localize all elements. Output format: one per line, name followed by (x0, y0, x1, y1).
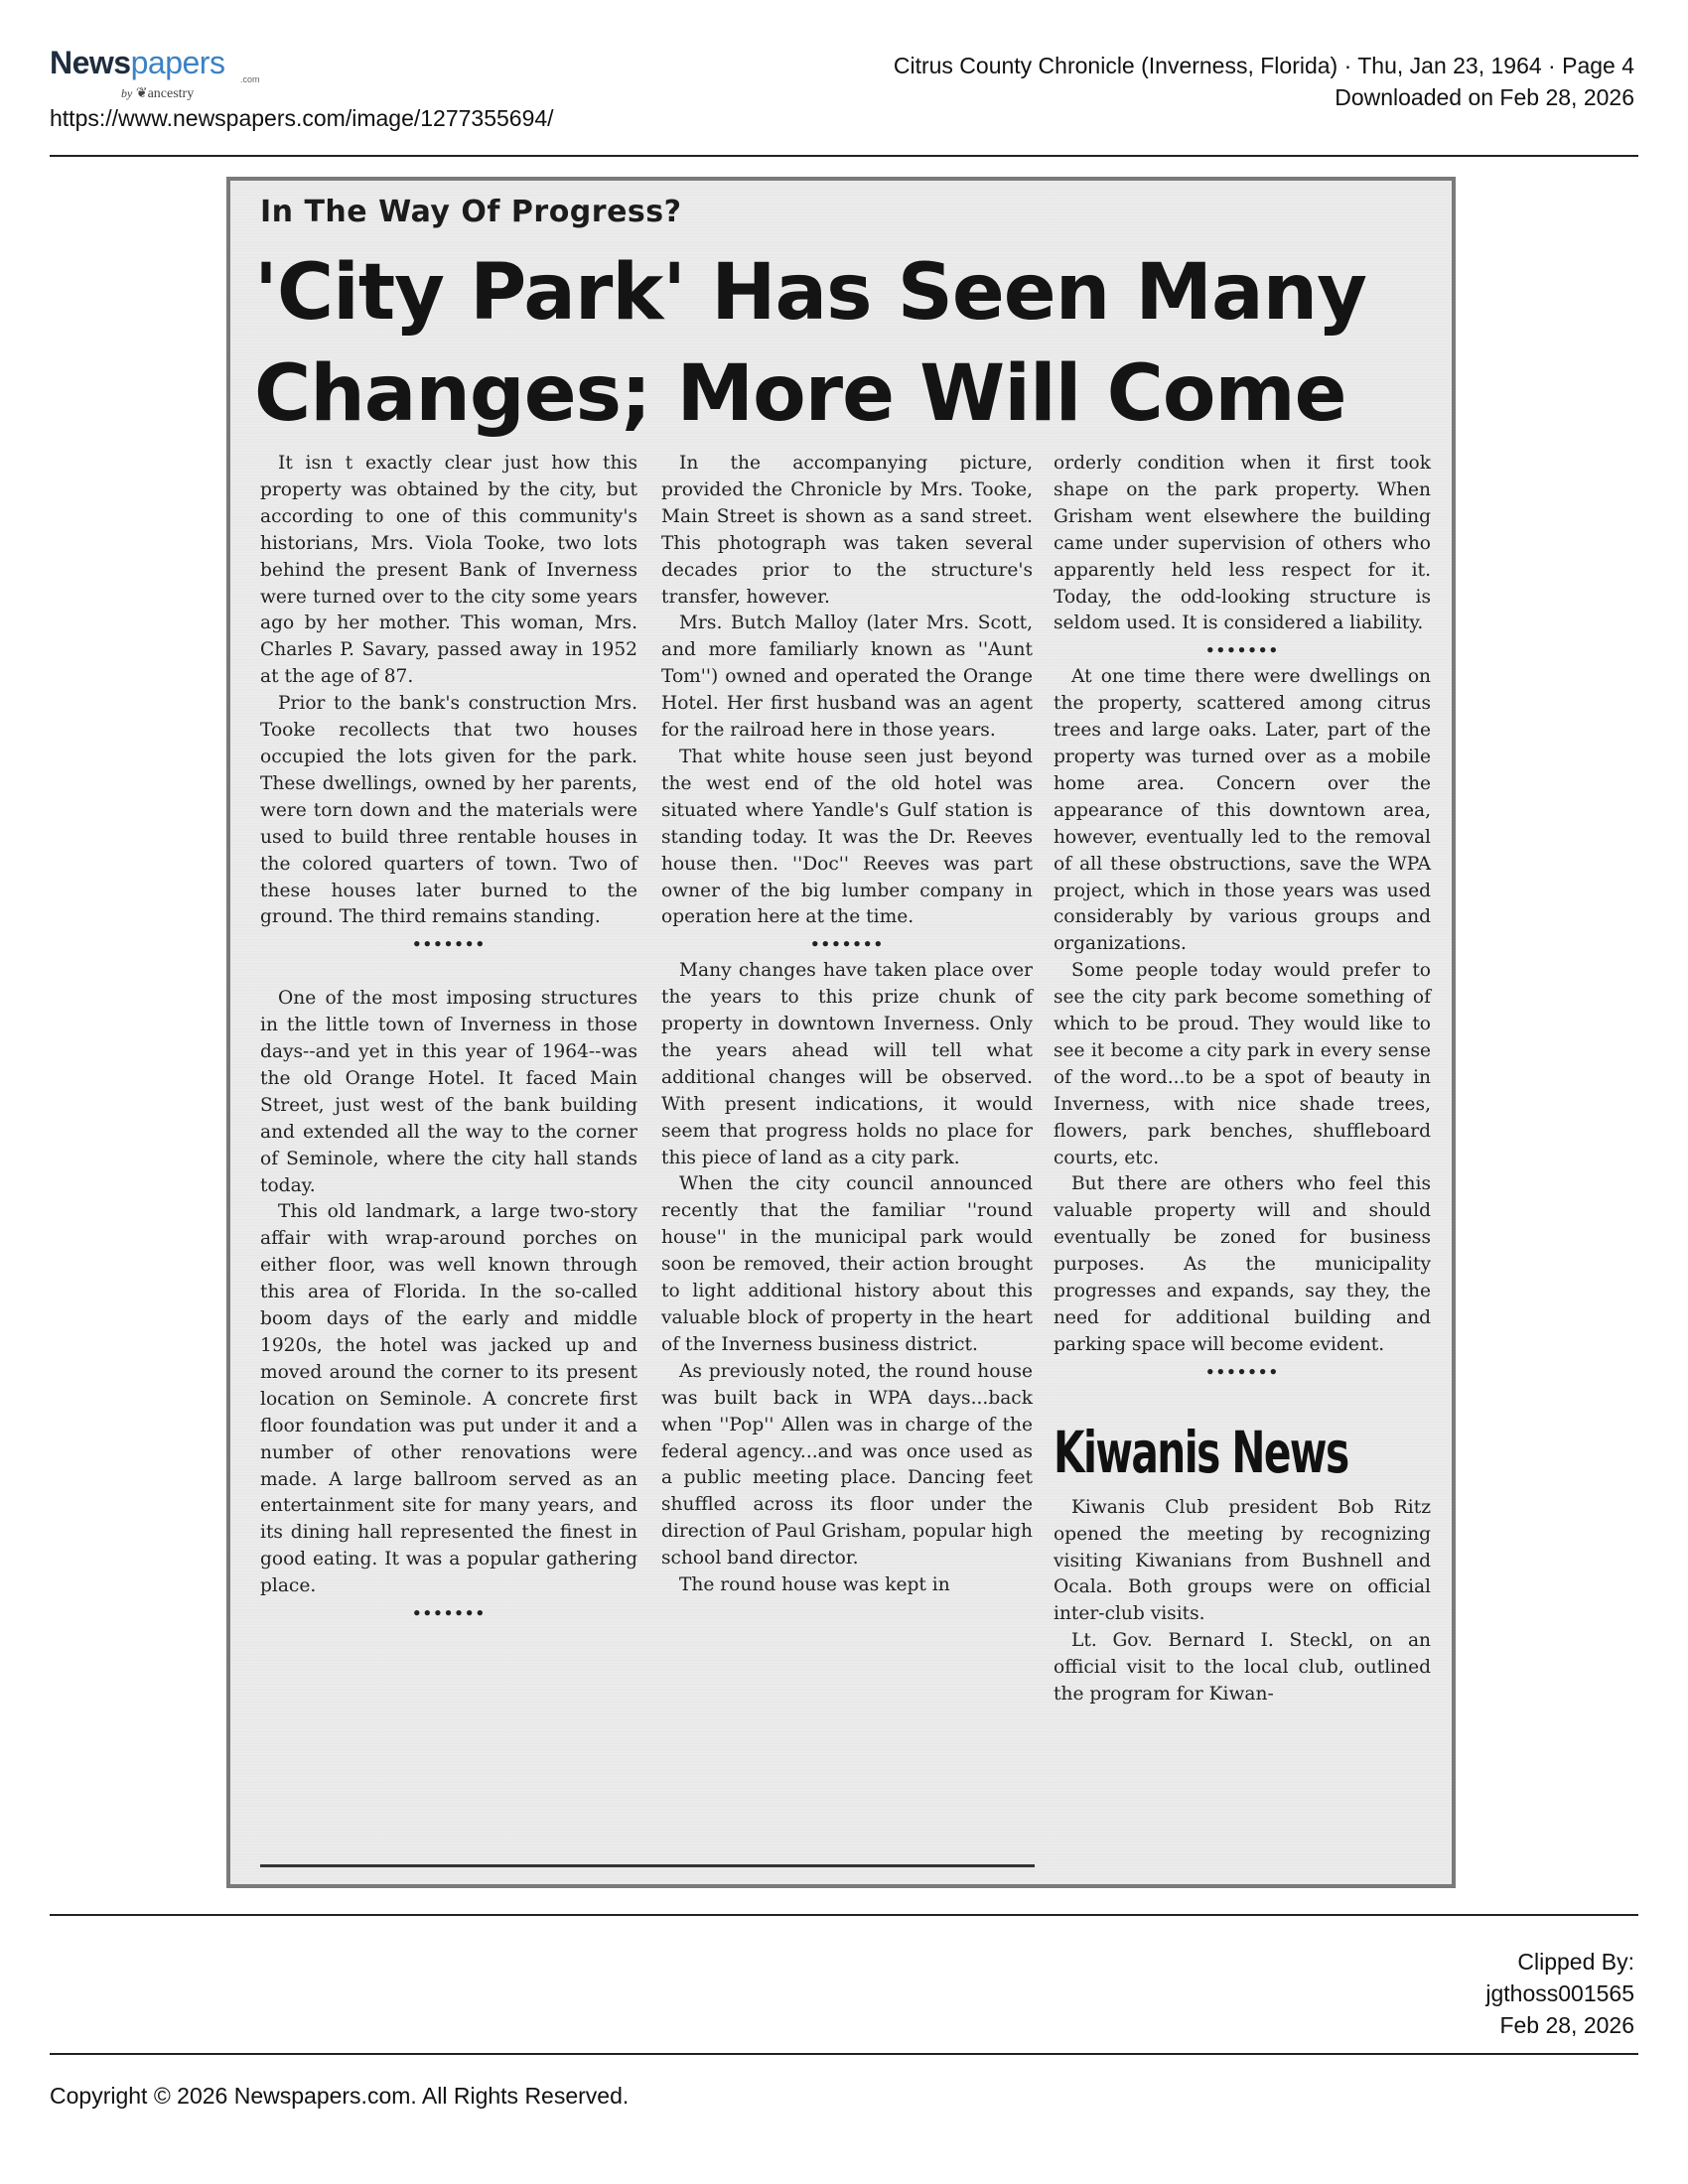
clipped-by-label: Clipped By: (1517, 1949, 1634, 1975)
clipped-date: Feb 28, 2026 (1499, 2012, 1634, 2038)
source-citation: Citrus County Chronicle (Inverness, Florida) · Thu, Jan 23, 1964 · Page 4 (893, 53, 1634, 78)
paragraph: When the city council announced recently that the familiar ''round house'' in the municipal park would soon be removed, their action brought to light additional history about this valuable block of property in the heart of the Inverness business district. (661, 1173, 1033, 1355)
article-column-3 (1054, 451, 1431, 1708)
paragraph: That white house seen just beyond the west end of the old hotel was situated where Yandle's Gulf station is standing today. It was the Dr. Reeves house then. ''Doc'' Reeves was part owner of the big lumber company in operation here at the time. (661, 746, 1033, 928)
paragraph: Some people today would prefer to see the city park become something of which to be proud. They would like to see it become a city park in every sense of the word...to be a spot of beauty in Inverness, with nice shade trees, flowers, park benches, shuffleboard courts, etc. (1054, 960, 1431, 1168)
logo-accent-text: papers (130, 45, 225, 80)
article-kicker: In The Way Of Progress? (260, 195, 682, 229)
paragraph: It isn t exactly clear just how this property was obtained by the city, but according to one of this community's historians, Mrs. Viola Tooke, two lots behind the present Bank of Inverness were turned over to the city some years ago by her mother. This woman, Mrs. Charles P. Savary, passed away in 1952 at the age of 87. (260, 453, 637, 688)
paragraph: This old landmark, a large two-story affair with wrap-around porches on either floor, was well known through this area of Florida. In the so-called boom days of the early and middle 1920s, the hotel was jacked up and moved around the corner to its present location on Seminole. A concrete first floor foundation was put under it and a number of other renovations were made. A large ballroom served as an entertainment site for many years, and its dining hall represented the finest in good eating. It was a popular gathering place. (260, 1201, 637, 1597)
section-separator: ••••••• (411, 1604, 487, 1623)
copyright-notice: Copyright © 2026 Newspapers.com. All Rights Reserved. (50, 2083, 630, 2109)
logo-com-text: .com (240, 74, 260, 84)
footer-divider-bottom (50, 2053, 1638, 2055)
logo-ancestry-text: ancestry (147, 86, 195, 101)
clipped-by-user[interactable]: jgthoss001565 (1485, 1980, 1634, 2006)
section-separator: ••••••• (411, 935, 487, 954)
column-rule (260, 1864, 1035, 1867)
kiwanis-news-heading: Kiwanis News (1054, 1418, 1348, 1486)
paragraph: In the accompanying picture, provided the Chronicle by Mrs. Tooke, Main Street is shown as a sand street. This photograph was taken several decades prior to the structure's transfer, however. (661, 453, 1033, 608)
paragraph: But there are others who feel this valuable property will and should eventually be zoned for business purposes. As the municipality progresses and expands, say they, the need for additional building and parking space will become evident. (1054, 1173, 1431, 1355)
article-column-1 (260, 451, 637, 1627)
section-separator: ••••••• (1204, 1362, 1280, 1381)
download-date: Downloaded on Feb 28, 2026 (1335, 84, 1634, 110)
article-column-2 (661, 451, 1033, 1599)
paragraph: Prior to the bank's construction Mrs. Tooke recollects that two houses occupied the lots given for the park. These dwellings, owned by her parents, were torn down and the materials were used to build three rentable houses in the colored quarters of town. Two of these houses later burned to the ground. The third remains standing. (260, 693, 637, 928)
paragraph: The round house was kept in (679, 1574, 950, 1596)
newspapers-logo[interactable] (50, 46, 258, 107)
article-headline: 'City Park' Has Seen Many Changes; More Will Come (254, 248, 1367, 439)
image-url[interactable]: https://www.newspapers.com/image/1277355694/ (50, 105, 554, 131)
paragraph: At one time there were dwellings on the property, scattered among citrus trees and large oaks. Later, part of the property was turned over as a mobile home area. Concern over the appearance of this downtown area, however, eventually led to the removal of all these obstructions, save the WPA project, which in those years was used considerably by various groups and organizations. (1054, 666, 1431, 955)
section-separator: ••••••• (809, 935, 885, 954)
column-gap (260, 958, 637, 986)
logo-main-text: News (50, 45, 131, 80)
paragraph: As previously noted, the round house was built back in WPA days...back when ''Pop'' Allen was in charge of the federal agency...and was once used as a public meeting place. Dancing feet shuffled across its floor under the direction of Paul Grisham, popular high school band director. (661, 1360, 1033, 1570)
paragraph: orderly condition when it first took shape on the park property. When Grisham went elsewhere the building came under supervision of others who apparently held less respect for it. Today, the odd-looking structure is seldom used. It is considered a liability. (1054, 453, 1431, 634)
header-divider (50, 155, 1638, 157)
paragraph: Mrs. Butch Malloy (later Mrs. Scott, and more familiarly known as ''Aunt Tom'') owned and operated the Orange Hotel. Her first husband was an agent for the railroad here in those years. (661, 613, 1033, 742)
paragraph: Kiwanis Club president Bob Ritz opened the meeting by recognizing visiting Kiwanians from Bushnell and Ocala. Both groups were on official inter-club visits. (1054, 1496, 1431, 1625)
section-separator: ••••••• (1204, 641, 1280, 660)
paragraph: Lt. Gov. Bernard I. Steckl, on an official visit to the local club, outlined the program for Kiwan- (1054, 1630, 1431, 1706)
paragraph: One of the most imposing structures in the little town of Inverness in those days--and yet in this year of 1964--was the old Orange Hotel. It faced Main Street, just west of the bank building and extended all the way to the corner of Seminole, where the city hall stands today. (260, 988, 637, 1196)
logo-by-text: by (121, 86, 133, 100)
logo-wordmark (50, 46, 258, 79)
clipped-by-info (1485, 1946, 1634, 2041)
logo-ancestry-line (121, 85, 194, 102)
newspaper-clipping (226, 177, 1456, 1888)
paragraph: Many changes have taken place over the years to this prize chunk of property in downtown Inverness. Only the years ahead will tell what additional changes will be observed. With present indications, it would seem that progress holds no place for this piece of land as a city park. (661, 960, 1033, 1168)
source-info (894, 50, 1634, 113)
footer-divider-top (50, 1914, 1638, 1916)
ancestry-leaf-icon: ❦ (135, 86, 148, 101)
